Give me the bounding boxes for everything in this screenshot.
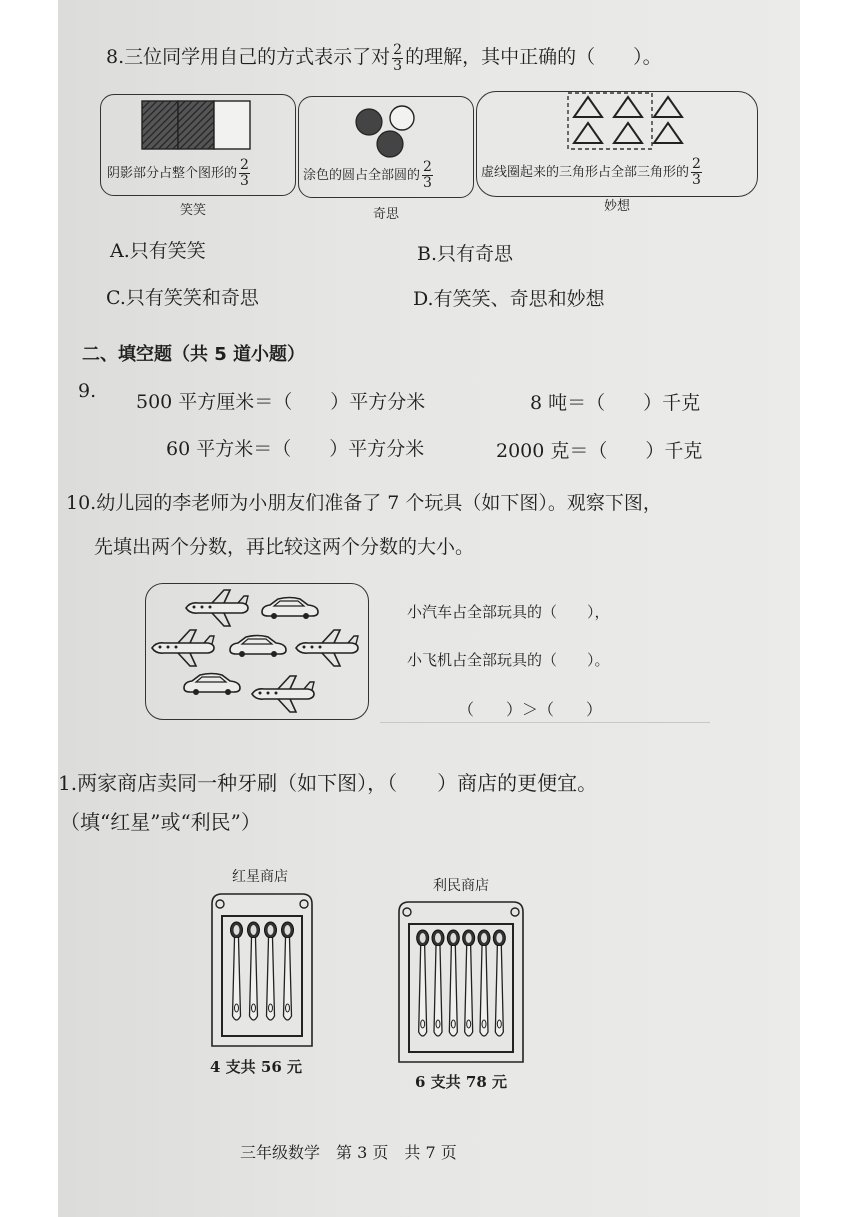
panel-qisi-caption: 涂色的圆占全部圆的 $\frac{2}{3}$ <box>303 159 432 191</box>
show-through-ruler <box>380 722 710 731</box>
q10-compare: （ ）＞（ ） <box>458 700 603 719</box>
q8-fraction: $\frac{2}{3}$ <box>393 41 403 74</box>
panel-xiaoxiao-name: 笑笑 <box>180 203 207 218</box>
q10-line2: 先填出两个分数，再比较这两个分数的大小。 <box>94 536 475 558</box>
toy-plane-1 <box>186 590 248 626</box>
panel-qisi-name: 奇思 <box>373 207 400 222</box>
section-2-title: 二、填空题（共 5 道小题） <box>82 344 306 365</box>
toy-car-1 <box>262 598 318 620</box>
circles-figure <box>352 104 422 160</box>
q8-stem <box>106 42 662 74</box>
toy-plane-2 <box>152 630 214 666</box>
page-footer: 三年级数学 第 3 页 共 7 页 <box>240 1143 457 1162</box>
q9-row2-left: 60 平方米＝（ ）平方分米 <box>166 438 425 460</box>
q9-row2-right: 2000 克＝（ ）千克 <box>496 440 703 462</box>
store2-toothbrush-box <box>395 898 527 1068</box>
panel-miaoxiang-caption: 虚线圈起来的三角形占全部三角形的 $\frac{2}{3}$ <box>481 156 701 188</box>
toy-plane-3 <box>296 630 358 666</box>
q8-option-d: D.有笑笑、奇思和妙想 <box>413 288 605 310</box>
q10-blank-car: 小汽车占全部玩具的（ ）， <box>407 603 610 621</box>
q11-line1: 1.两家商店卖同一种牙刷（如下图），（ ）商店的更便宜。 <box>58 771 598 795</box>
triangles-figure <box>566 91 692 151</box>
store2-name: 利民商店 <box>433 878 489 894</box>
q8-option-b: B.只有奇思 <box>417 243 514 265</box>
panel-xiaoxiao-caption: 阴影部分占整个图形的 $\frac{2}{3}$ <box>107 157 249 189</box>
q8-stem-text: 8.三位同学用自己的方式表示了对 <box>106 46 391 68</box>
toys-figure <box>150 588 362 713</box>
toy-plane-4 <box>252 676 314 712</box>
toy-car-2 <box>230 636 286 658</box>
q8-option-a: A.只有笑笑 <box>110 240 206 262</box>
q10-blank-plane: 小飞机占全部玩具的（ ）。 <box>407 651 610 669</box>
panel-miaoxiang-name: 妙想 <box>604 199 631 214</box>
q9-row1-right: 8 吨＝（ ）千克 <box>530 392 701 414</box>
q9-number: 9. <box>78 380 97 402</box>
toy-car-3 <box>184 674 240 696</box>
store1-name: 红星商店 <box>232 869 288 885</box>
store1-price: 4 支共 56 元 <box>210 1058 302 1076</box>
store2-price: 6 支共 78 元 <box>415 1073 507 1091</box>
store1-toothbrush-box <box>208 890 316 1052</box>
q10-line1: 10.幼儿园的李老师为小朋友们准备了 7 个玩具（如下图）。观察下图， <box>66 492 662 514</box>
shaded-rectangle-figure <box>142 101 252 151</box>
q8-stem-end: 的理解，其中正确的（ ）。 <box>405 46 662 68</box>
q11-line2: （填“红星”或“利民”） <box>60 810 261 834</box>
q9-row1-left: 500 平方厘米＝（ ）平方分米 <box>136 391 426 413</box>
q8-option-c: C.只有笑笑和奇思 <box>106 287 259 309</box>
